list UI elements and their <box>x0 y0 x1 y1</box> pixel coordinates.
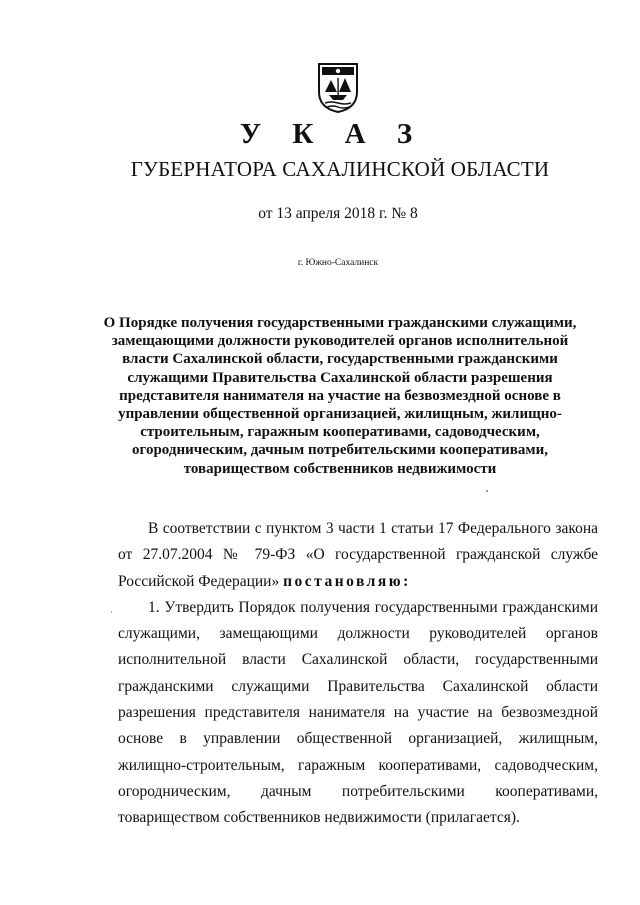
document-date: от 13 апреля 2018 г. № 8 <box>258 205 418 222</box>
document-subtitle: ГУБЕРНАТОРА САХАЛИНСКОЙ ОБЛАСТИ <box>130 157 550 181</box>
coat-of-arms-icon <box>317 62 359 114</box>
item-1-paragraph: 1. Утвердить Порядок получения государственными гражданскими служащими, замещающими должности руководителей органов исполнительной власти Сахалинской области, государственными гражданскими служащими Правительства Сахалинской области разрешения представителя нанимателя на участие на безвозмездной основе в управлении общественной организацией, жилищным, жилищно-строительным, гаражным кооперативами, садоводческим, огородническим, дачным потребительскими кооперативами, товариществом собственников недвижимости (прилагается). <box>118 598 598 827</box>
decree-word: постановляю: <box>283 572 411 590</box>
document-body <box>118 516 598 832</box>
document-title: У К А З <box>239 118 425 150</box>
margin-mark: · <box>110 607 113 617</box>
preamble-paragraph <box>118 516 598 595</box>
document-city: г. Южно-Сахалинск <box>297 258 379 268</box>
preamble-text: В соответствии с пунктом 3 части 1 статьи 17 Федерального закона от 27.07.2004 № 79-ФЗ «О государственной гражданской службе Российской Федерации» <box>118 520 598 590</box>
document-heading: О Порядке получения государственными гражданскими служащими, замещающими должности руководителей органов исполнительной власти Сахалинской области, государственными гражданскими служащими Правительства Сахалинской области разрешения представителя нанимателя на участие на безвозмездной основе в управлении общественной организацией, жилищным, жилищно-строительным, гаражным кооперативами, садоводческим, огородническим, дачным потребительскими кооперативами, товариществом собственников недвижимости <box>103 315 577 477</box>
scan-speck <box>486 490 488 492</box>
